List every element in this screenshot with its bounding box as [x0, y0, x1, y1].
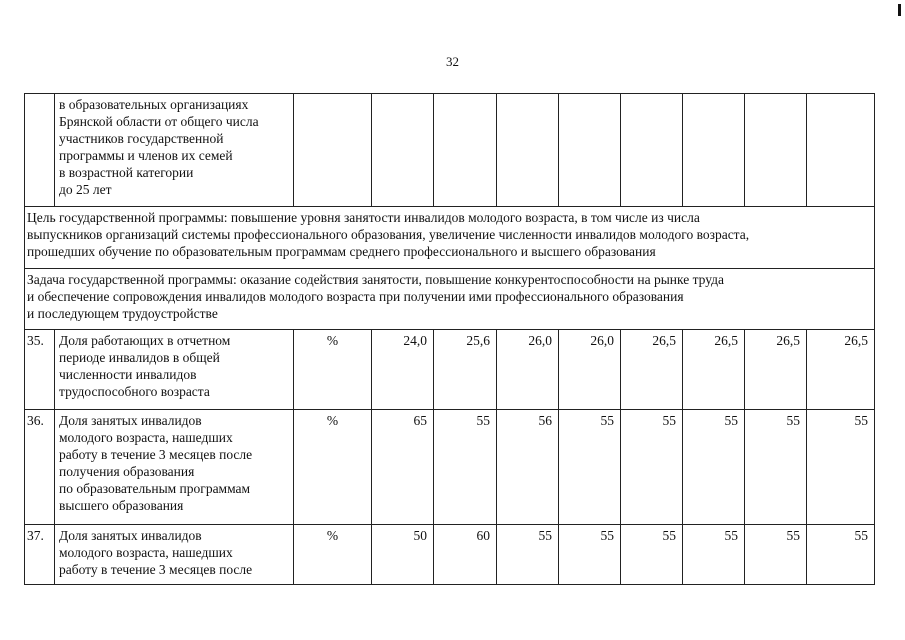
table-row	[25, 525, 875, 585]
indicator-name-line: программы и членов их семей	[59, 148, 233, 163]
value-cell: 26,5	[745, 330, 807, 410]
value-cell: 55	[683, 525, 745, 585]
value-cell: 56	[497, 410, 559, 525]
value-cell: 55	[745, 410, 807, 525]
indicator-name-line: в образовательных организациях	[59, 97, 249, 112]
task-line: Задача государственной программы: оказание содействия занятости, повышение конкурентоспособности на рынке труда	[27, 272, 724, 287]
value-cell: 26,5	[807, 330, 875, 410]
indicator-name-line: работу в течение 3 месяцев после	[59, 447, 253, 462]
value-cell: 60	[434, 525, 497, 585]
value-cell: 55	[621, 410, 683, 525]
table-row-continuation	[25, 94, 875, 207]
value-cell: 50	[372, 525, 434, 585]
indicator-name-line: периоде инвалидов в общей	[59, 350, 220, 365]
value-cell: 55	[559, 525, 621, 585]
indicator-name-line: трудоспособного возраста	[59, 384, 210, 399]
value-cell	[497, 94, 559, 207]
value-cell: 55	[559, 410, 621, 525]
value-cell: 24,0	[372, 330, 434, 410]
unit-cell: %	[294, 410, 372, 525]
value-cell: 26,5	[621, 330, 683, 410]
task-line: и последующем трудоустройстве	[27, 306, 218, 321]
value-cell	[372, 94, 434, 207]
indicator-name-line: получения образования	[59, 464, 195, 479]
indicator-name-line: Доля занятых инвалидов	[59, 413, 202, 428]
indicator-name-line: участников государственной	[59, 131, 224, 146]
value-cell	[745, 94, 807, 207]
value-cell: 55	[807, 525, 875, 585]
value-cell: 55	[683, 410, 745, 525]
task-line: и обеспечение сопровождения инвалидов молодого возраста при получении ими профессионального образования	[27, 289, 684, 304]
indicator-name-line: Брянской области от общего числа	[59, 114, 259, 129]
value-cell: 26,5	[683, 330, 745, 410]
indicator-name-line: в возрастной категории	[59, 165, 194, 180]
value-cell	[434, 94, 497, 207]
indicator-name-line: численности инвалидов	[59, 367, 197, 382]
task-cell	[25, 269, 875, 330]
indicator-name-line: работу в течение 3 месяцев после	[59, 562, 253, 577]
table-row	[25, 410, 875, 525]
value-cell: 55	[807, 410, 875, 525]
row-number-cell: 36.	[25, 410, 55, 525]
value-cell: 26,0	[559, 330, 621, 410]
row-number-cell	[25, 94, 55, 207]
value-cell	[559, 94, 621, 207]
unit-cell	[294, 94, 372, 207]
value-cell: 65	[372, 410, 434, 525]
row-number-cell: 35.	[25, 330, 55, 410]
value-cell: 55	[434, 410, 497, 525]
indicator-name-line: до 25 лет	[59, 182, 112, 197]
value-cell: 55	[497, 525, 559, 585]
table-row-goal	[25, 207, 875, 269]
value-cell: 55	[745, 525, 807, 585]
indicator-name-line: Доля занятых инвалидов	[59, 528, 202, 543]
indicator-name-line: высшего образования	[59, 498, 184, 513]
indicator-name-cell	[55, 330, 294, 410]
indicator-name-line: молодого возраста, нашедших	[59, 430, 233, 445]
indicator-name-cell	[55, 94, 294, 207]
goal-line: прошедших обучение по образовательным программам среднего профессионального и высшего образования	[27, 244, 656, 259]
value-cell: 55	[621, 525, 683, 585]
indicator-name-cell	[55, 525, 294, 585]
value-cell	[621, 94, 683, 207]
value-cell: 25,6	[434, 330, 497, 410]
unit-cell: %	[294, 330, 372, 410]
goal-line: Цель государственной программы: повышение уровня занятости инвалидов молодого возраста, в том числе из числа	[27, 210, 700, 225]
value-cell	[683, 94, 745, 207]
indicators-table	[24, 93, 875, 585]
goal-cell	[25, 207, 875, 269]
table-row	[25, 330, 875, 410]
value-cell	[807, 94, 875, 207]
indicator-name-line: Доля работающих в отчетном	[59, 333, 231, 348]
indicator-name-line: молодого возраста, нашедших	[59, 545, 233, 560]
value-cell: 26,0	[497, 330, 559, 410]
indicator-name-cell	[55, 410, 294, 525]
goal-line: выпускников организаций системы профессионального образования, увеличение численности инвалидов молодого возраста,	[27, 227, 750, 242]
unit-cell: %	[294, 525, 372, 585]
table-row-task	[25, 269, 875, 330]
page-edge-mark	[898, 4, 901, 16]
page-number: 32	[446, 54, 459, 69]
row-number-cell: 37.	[25, 525, 55, 585]
indicator-name-line: по образовательным программам	[59, 481, 251, 496]
